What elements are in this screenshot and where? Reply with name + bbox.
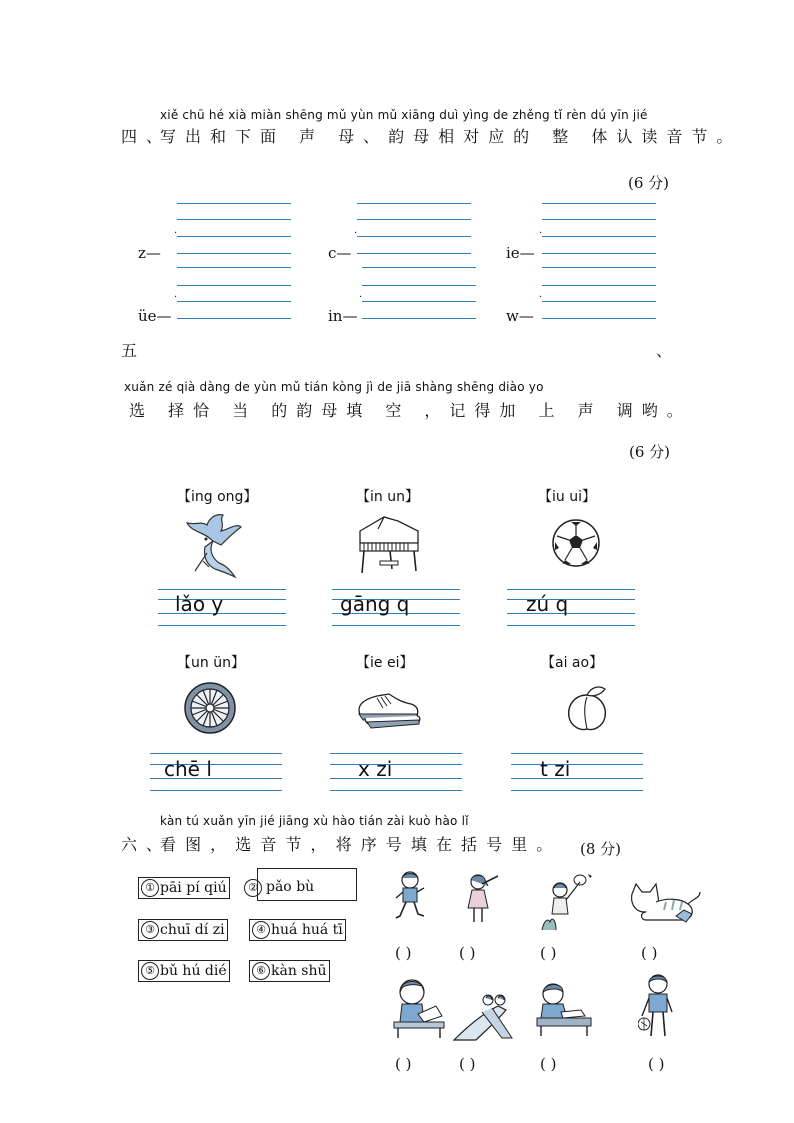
ball-boy-icon <box>638 972 678 1042</box>
item4-options: 【un ün】 <box>177 655 245 671</box>
item2-options: 【in un】 <box>356 489 419 505</box>
label-ie: ie— <box>506 244 535 262</box>
choice-5: ⑤ bǔ hú dié <box>138 960 230 982</box>
eagle-icon <box>183 511 245 579</box>
section5-instruction: 选 择恰 当 的韵母填 空 ，记得加 上 声 调哟。 <box>129 401 692 420</box>
choice-2-box: pǎo bù <box>257 868 357 901</box>
label-z: z— <box>138 244 161 262</box>
answer-blank-7[interactable]: ( ) <box>540 1055 557 1073</box>
peach-icon <box>563 683 611 733</box>
choice-2: ② <box>244 877 263 899</box>
slide-kids-icon <box>452 992 516 1042</box>
choice-4: ④ huá huá tī <box>249 919 346 941</box>
item5-word: x zi <box>358 757 393 781</box>
reading-girl-icon <box>392 974 446 1040</box>
wheel-icon <box>183 681 237 735</box>
item3-word: zú q <box>526 592 569 616</box>
answer-blank-8[interactable]: ( ) <box>648 1055 665 1073</box>
item4-word: chē l <box>164 757 212 781</box>
item6-options: 【ai ao】 <box>541 655 604 671</box>
answer-blank-3[interactable]: ( ) <box>540 944 557 962</box>
answer-blank-1[interactable]: ( ) <box>395 944 412 962</box>
section4-number: 四、 <box>121 127 172 146</box>
answer-blank-5[interactable]: ( ) <box>395 1055 412 1073</box>
section4-instruction: 写出和下面 声 母、韵母相对应的 整 体认读音节。 <box>160 127 742 146</box>
answer-blank-4[interactable]: ( ) <box>641 944 658 962</box>
item5-options: 【ie ei】 <box>356 655 414 671</box>
choice-1: ① pāi pí qiú <box>138 877 230 899</box>
label-ue: üe— <box>138 307 172 325</box>
sneakers-icon <box>355 688 423 732</box>
piano-icon <box>354 513 424 577</box>
writing-boy-icon <box>533 980 593 1036</box>
choice-6: ⑥ kàn shū <box>249 960 330 982</box>
running-boy-icon <box>392 870 428 926</box>
answer-blank-2[interactable]: ( ) <box>459 944 476 962</box>
label-w: w— <box>506 307 534 325</box>
section5-comma: 、 <box>656 341 682 360</box>
flute-girl-icon <box>462 872 500 928</box>
item1-word: lǎo y <box>175 592 224 616</box>
soccer-ball-icon <box>551 518 601 568</box>
answer-blank-6[interactable]: ( ) <box>459 1055 476 1073</box>
label-in: in— <box>328 307 358 325</box>
item3-options: 【iu ui】 <box>538 489 596 505</box>
section4-score: (6 分) <box>628 174 670 192</box>
item2-word: gāng q <box>340 592 410 616</box>
section6-score: (8 分) <box>580 840 622 858</box>
section5-number: 五 <box>121 341 147 360</box>
section6-instruction: 看 图 ， 选 音 节 ， 将 序 号 填 在 括 号 里 。 <box>160 835 555 854</box>
section5-score: (6 分) <box>629 443 671 461</box>
section4-pinyin: xiě chū hé xià miàn shēng mǔ yùn mǔ xiāng duì yìng de zhěng tǐ rèn dú yīn jié <box>160 108 648 122</box>
item6-word: t zi <box>540 757 571 781</box>
choice-3: ③ chuī dí zi <box>138 919 228 941</box>
section6-number: 六、 <box>121 835 172 854</box>
section5-pinyin: xuǎn zé qià dàng de yùn mǔ tián kòng jì de jiā shàng shēng diào yo <box>124 380 544 394</box>
item1-options: 【ing ong】 <box>177 489 258 505</box>
section6-pinyin: kàn tú xuǎn yīn jié jiāng xù hào tián zài kuò hào lǐ <box>160 814 469 828</box>
cat-icon <box>626 880 702 928</box>
butterfly-girl-icon <box>534 872 594 932</box>
label-c: c— <box>328 244 352 262</box>
